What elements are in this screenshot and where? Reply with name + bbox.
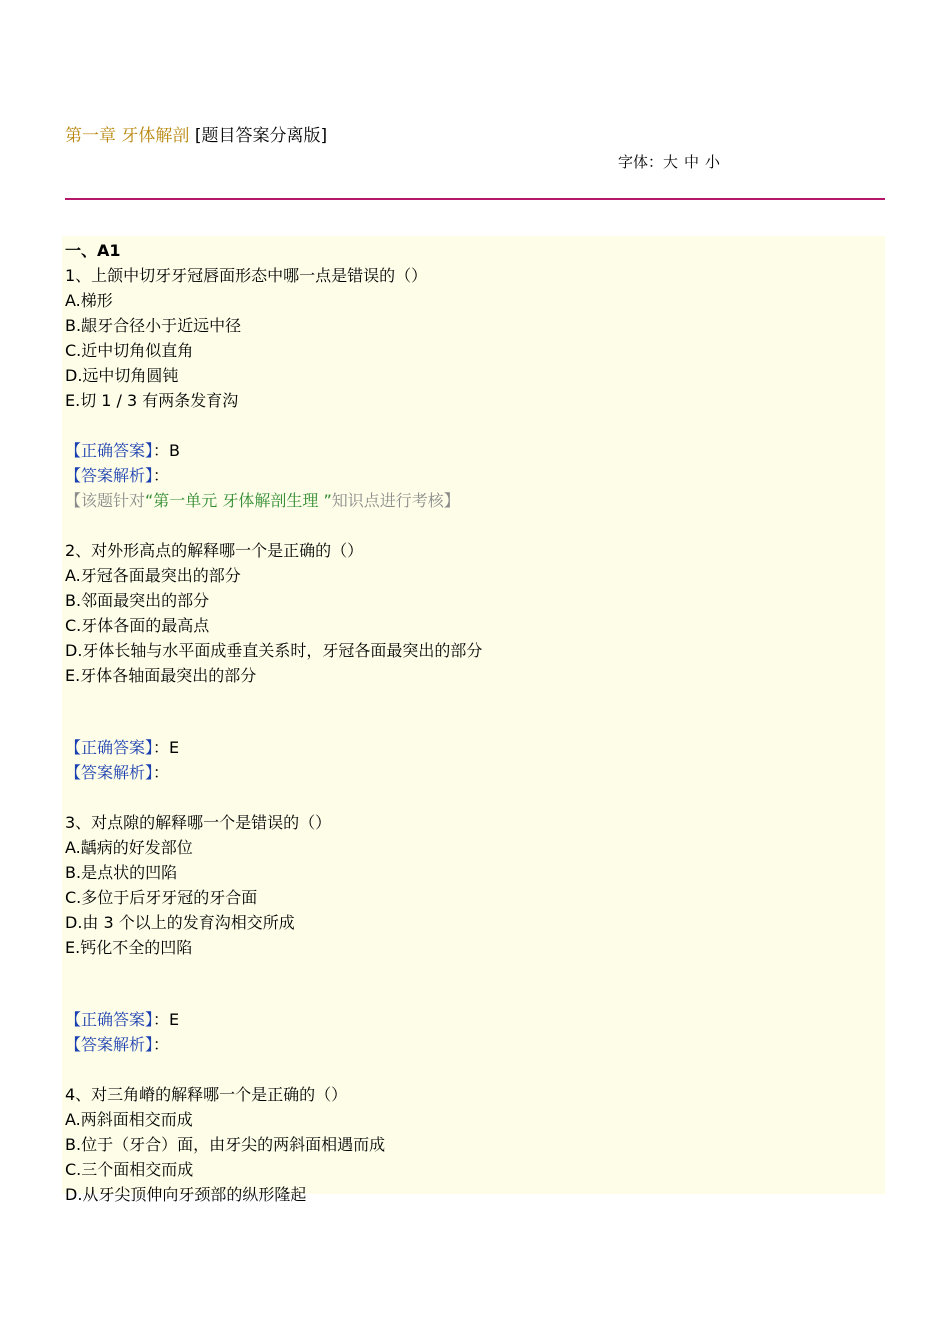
correct-answer-value: E bbox=[169, 1010, 180, 1029]
option-b: B.龈牙合径小于近远中径 bbox=[65, 316, 242, 335]
option-d: D.由 3 个以上的发育沟相交所成 bbox=[65, 913, 295, 932]
question-3 bbox=[65, 810, 880, 1082]
option-e: E.牙体各轴面最突出的部分 bbox=[65, 666, 257, 685]
question-stem: 2、对外形高点的解释哪一个是正确的（） bbox=[65, 541, 364, 560]
option-e: E.钙化不全的凹陷 bbox=[65, 938, 193, 957]
section-heading: 一、A1 bbox=[65, 241, 121, 260]
option-b: B.邻面最突出的部分 bbox=[65, 591, 210, 610]
correct-answer-label: 【正确答案】 bbox=[65, 1010, 154, 1029]
question-stem: 1、上颌中切牙牙冠唇面形态中哪一点是错误的（） bbox=[65, 266, 428, 285]
option-b: B.位于（牙合）面，由牙尖的两斜面相遇而成 bbox=[65, 1135, 386, 1154]
font-size-small-link[interactable]: 小 bbox=[705, 153, 721, 171]
option-c: C.近中切角似直角 bbox=[65, 341, 194, 360]
topic-name: “第一单元 牙体解剖生理 ” bbox=[145, 491, 332, 510]
question-4 bbox=[65, 1082, 880, 1207]
option-d: D.牙体长轴与水平面成垂直关系时，牙冠各面最突出的部分 bbox=[65, 641, 483, 660]
question-2 bbox=[65, 538, 880, 810]
answer-analysis: 【答案解析】： bbox=[65, 763, 170, 782]
option-b: B.是点状的凹陷 bbox=[65, 863, 178, 882]
option-d: D.远中切角圆钝 bbox=[65, 366, 179, 385]
option-e: E.切 1 / 3 有两条发育沟 bbox=[65, 391, 239, 410]
option-a: A.两斜面相交而成 bbox=[65, 1110, 193, 1129]
topic-note: 【该题针对“第一单元 牙体解剖生理 ”知识点进行考核】 bbox=[65, 491, 460, 510]
question-stem: 4、对三角嵴的解释哪一个是正确的（） bbox=[65, 1085, 348, 1104]
question-1 bbox=[65, 263, 880, 538]
question-list bbox=[65, 238, 880, 1207]
answer-analysis-label: 【答案解析】 bbox=[65, 763, 154, 782]
option-d: D.从牙尖顶伸向牙颈部的纵形隆起 bbox=[65, 1185, 307, 1204]
correct-answer-value: E bbox=[169, 738, 180, 757]
option-c: C.三个面相交而成 bbox=[65, 1160, 194, 1179]
chapter-title: 第一章 牙体解剖 bbox=[65, 126, 190, 146]
answer-analysis: 【答案解析】： bbox=[65, 466, 170, 485]
correct-answer: 【正确答案】：E bbox=[65, 738, 180, 757]
correct-answer-label: 【正确答案】 bbox=[65, 441, 154, 460]
version-label: [题目答案分离版] bbox=[194, 126, 328, 146]
correct-answer: 【正确答案】：E bbox=[65, 1010, 180, 1029]
option-c: C.牙体各面的最高点 bbox=[65, 616, 210, 635]
option-a: A.牙冠各面最突出的部分 bbox=[65, 566, 241, 585]
header-divider bbox=[65, 198, 885, 200]
font-size-medium-link[interactable]: 中 bbox=[684, 153, 700, 171]
option-c: C.多位于后牙牙冠的牙合面 bbox=[65, 888, 258, 907]
answer-analysis: 【答案解析】： bbox=[65, 1035, 170, 1054]
correct-answer-label: 【正确答案】 bbox=[65, 738, 154, 757]
font-size-selector bbox=[618, 151, 726, 173]
font-size-label: 字体： bbox=[618, 153, 664, 171]
page-title bbox=[65, 124, 327, 148]
font-size-large-link[interactable]: 大 bbox=[663, 153, 679, 171]
correct-answer-value: B bbox=[169, 441, 181, 460]
option-a: A.梯形 bbox=[65, 291, 113, 310]
answer-analysis-label: 【答案解析】 bbox=[65, 1035, 154, 1054]
question-stem: 3、对点隙的解释哪一个是错误的（） bbox=[65, 813, 332, 832]
answer-analysis-label: 【答案解析】 bbox=[65, 466, 154, 485]
option-a: A.龋病的好发部位 bbox=[65, 838, 193, 857]
correct-answer: 【正确答案】：B bbox=[65, 441, 181, 460]
